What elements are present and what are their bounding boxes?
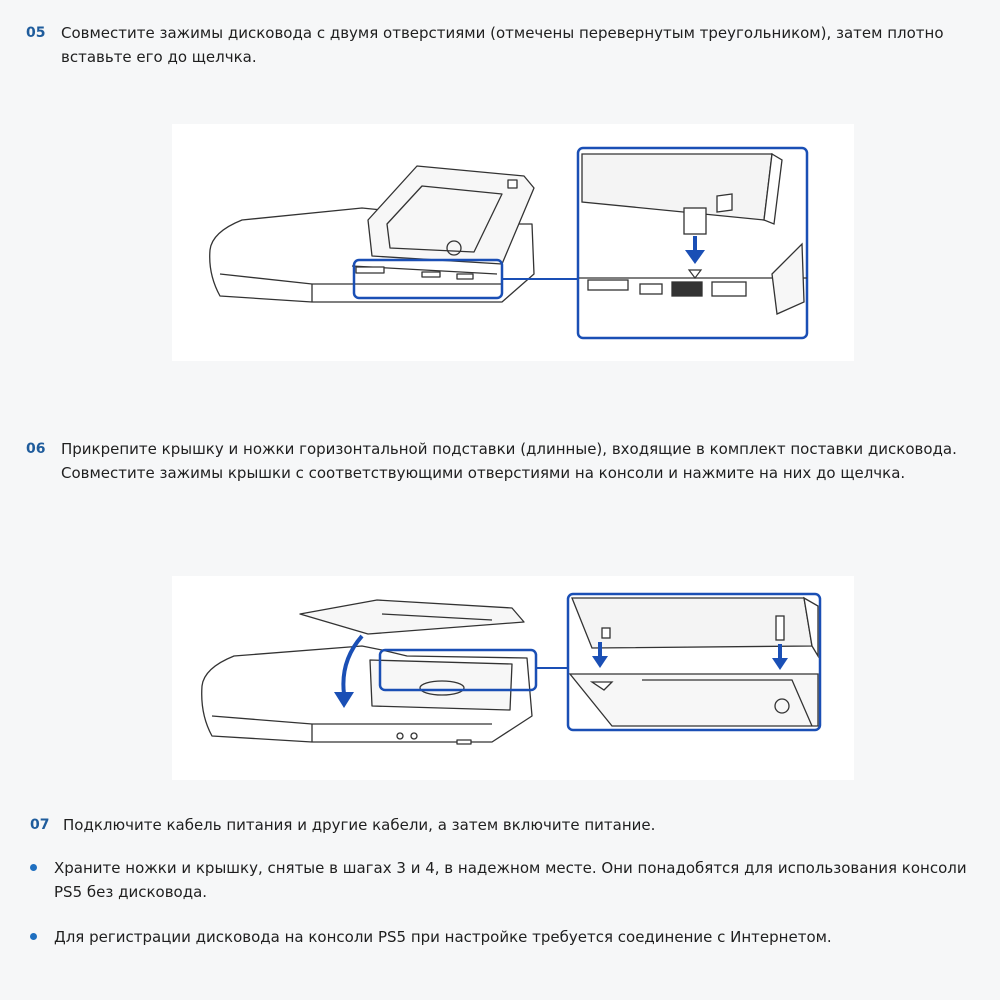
step-number: 07: [30, 817, 50, 833]
step-text: Подключите кабель питания и другие кабели, а затем включите питание.: [63, 816, 656, 834]
cover-attach-illustration: [172, 576, 854, 780]
note-text: Для регистрации дисковода на консоли PS5 при настройке требуется соединение с Интернетом.: [54, 928, 832, 946]
note-item: [30, 925, 988, 949]
step-07: [30, 813, 980, 837]
step-06: [26, 437, 980, 485]
cover-attach-diagram: [172, 576, 854, 780]
step-05: [26, 21, 980, 69]
note-text: Храните ножки и крышку, снятые в шагах 3 и 4, в надежном месте. Они понадобятся для использования консоли PS5 без дисковода.: [54, 859, 967, 901]
note-item: [30, 856, 988, 904]
step-number: 06: [26, 441, 46, 457]
bullet-icon: [30, 933, 37, 940]
console-cover: [300, 600, 524, 634]
bullet-icon: [30, 864, 37, 871]
disc-drive-insert-diagram: [172, 124, 854, 361]
disc-drive-insert-illustration: [172, 124, 854, 361]
step-text: Совместите зажимы дисковода с двумя отверстиями (отмечены перевернутым треугольником), затем плотно вставьте его до щелчка.: [61, 24, 944, 66]
zoom-inset: [578, 148, 807, 338]
step-number: 05: [26, 25, 46, 41]
zoom-inset: [568, 594, 820, 730]
step-text: Прикрепите крышку и ножки горизонтальной подставки (длинные), входящие в комплект поставки дисковода. Совместите зажимы крышки с соответствующими отверстиями на консоли и нажмите на них до щелчка.: [61, 440, 957, 482]
